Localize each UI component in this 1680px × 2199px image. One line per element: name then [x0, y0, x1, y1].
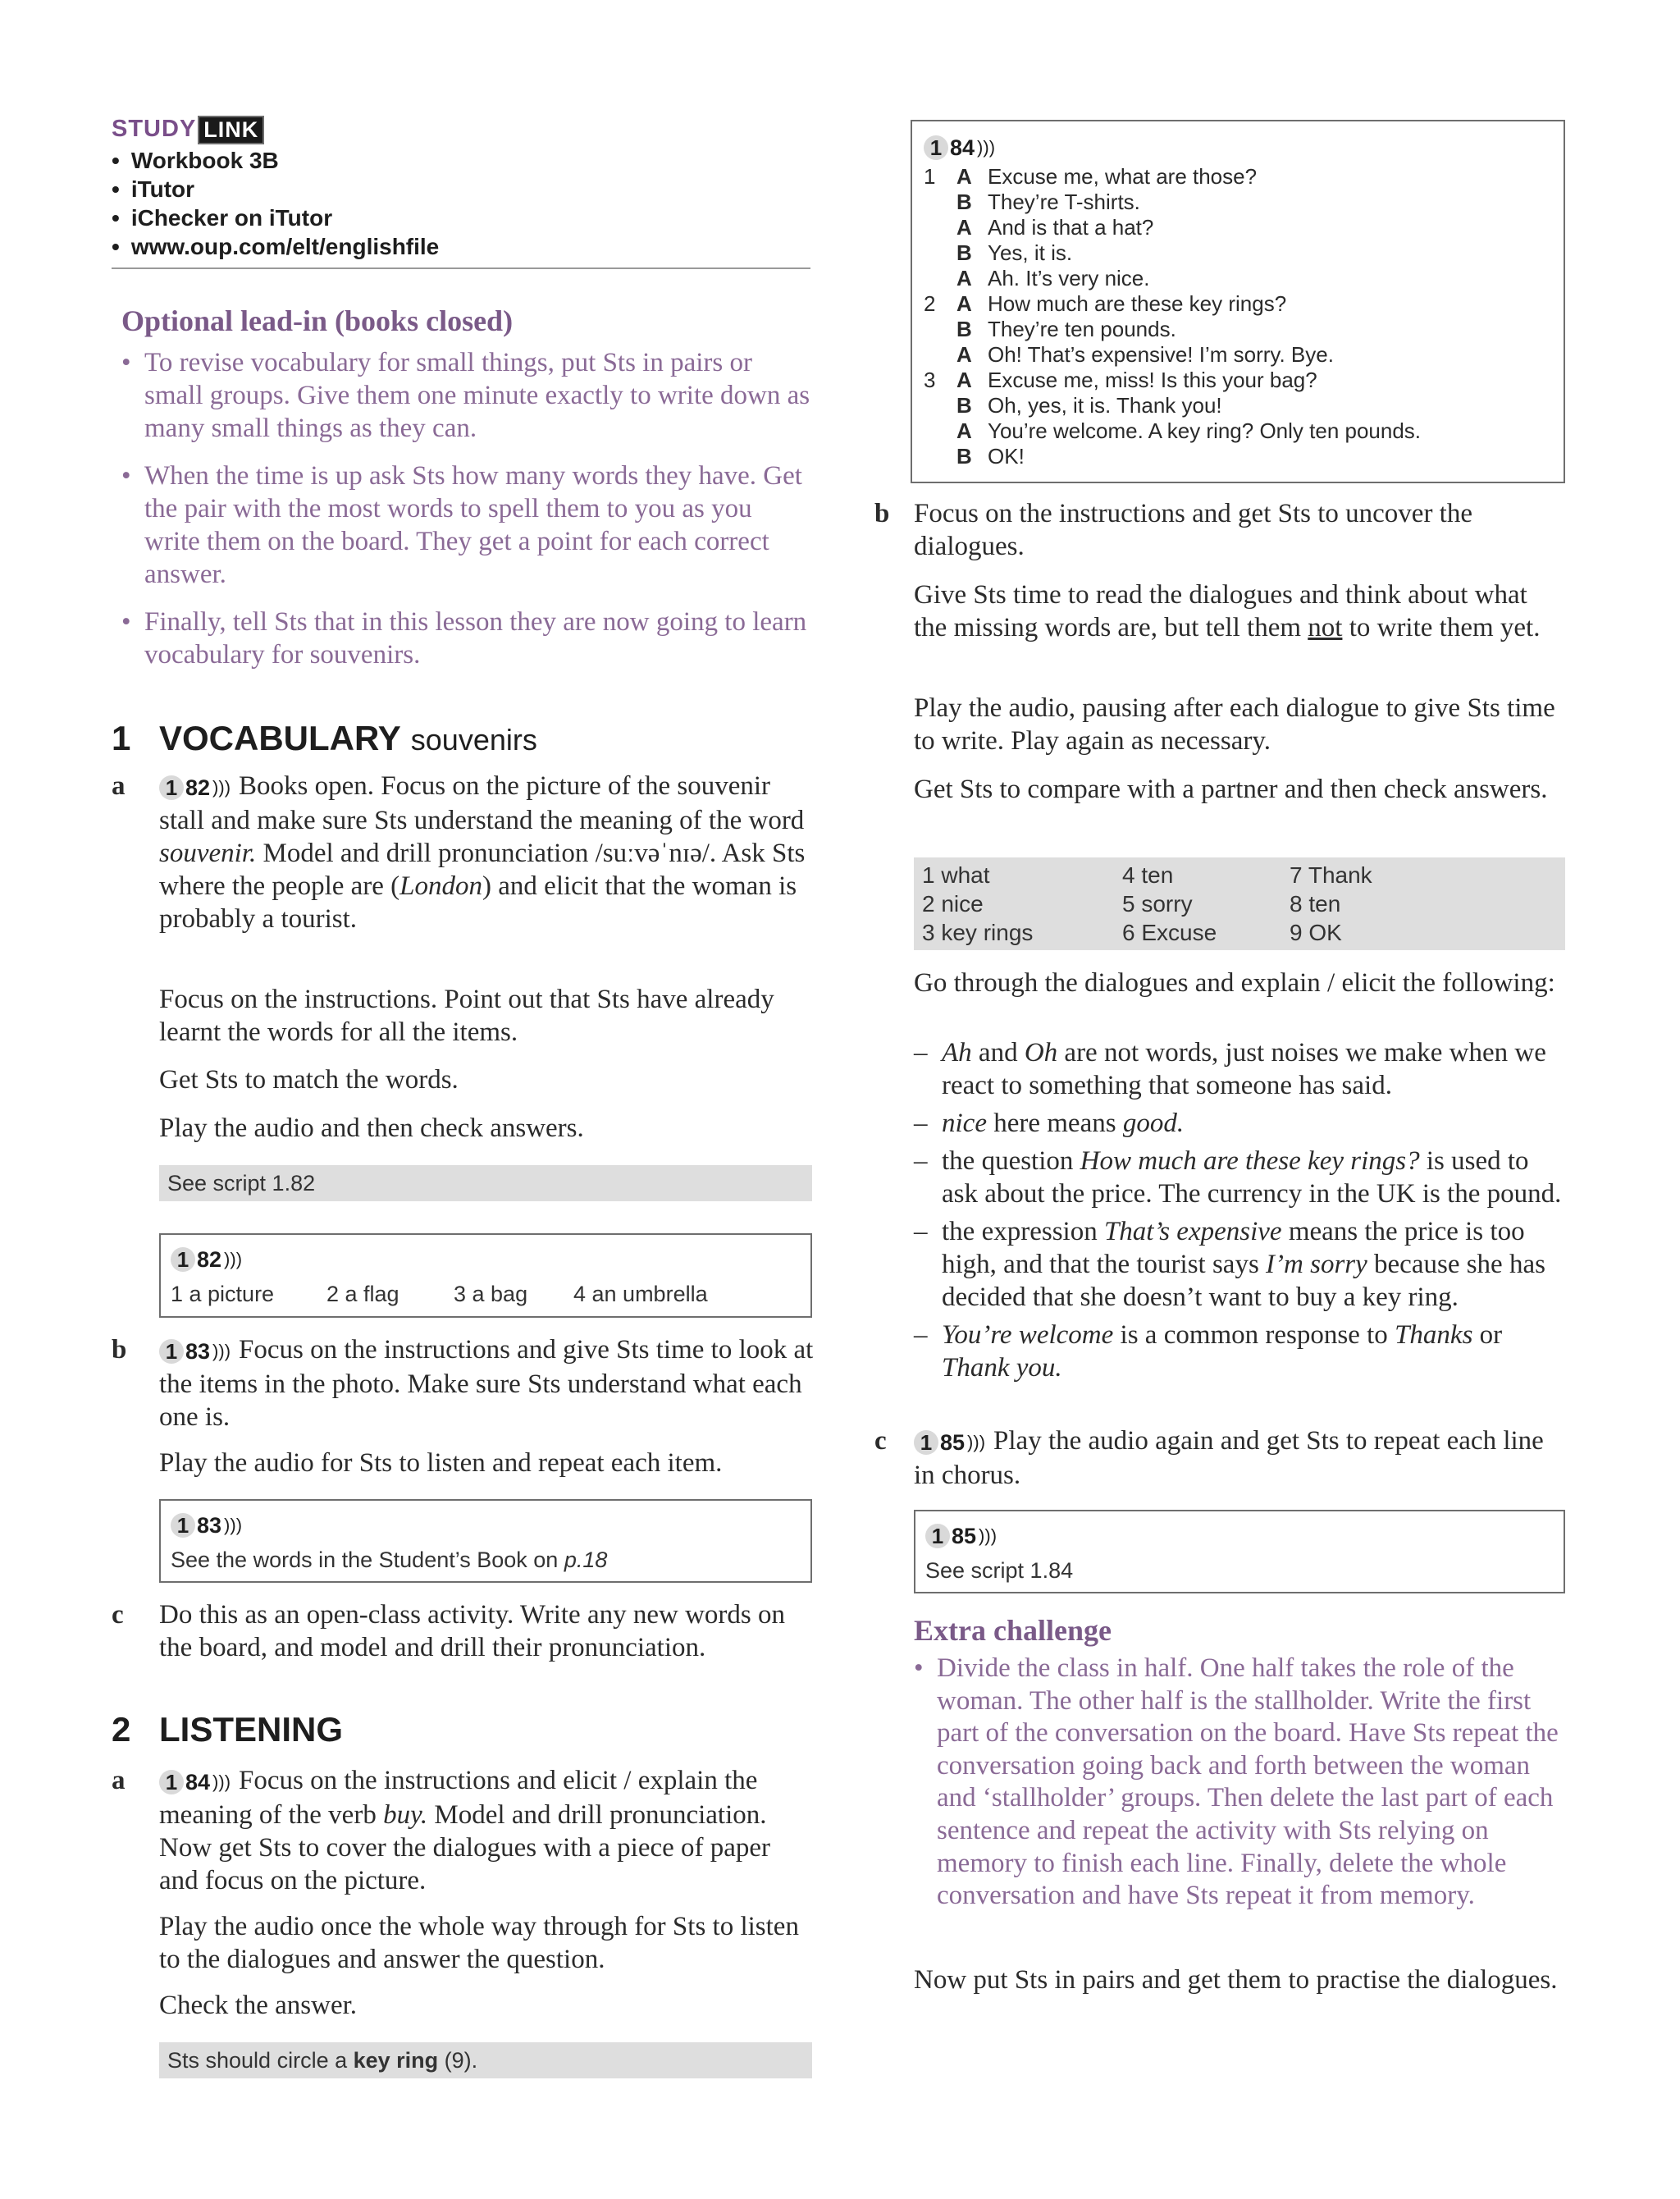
- text: Sts should circle a: [167, 2048, 354, 2073]
- divider: [112, 267, 810, 269]
- section-heading-vocabulary: [112, 719, 537, 758]
- audio-cd: 1: [171, 1513, 195, 1538]
- text: here means: [986, 1109, 1123, 1138]
- list-item: • Workbook 3B: [112, 146, 439, 175]
- dialogue-number: [924, 266, 956, 291]
- script-box-185: [914, 1510, 1565, 1593]
- section-number: 2: [112, 1710, 131, 1749]
- final-paragraph: Now put Sts in pairs and get them to practise the dialogues.: [914, 1965, 1558, 1995]
- dialogue-text: Yes, it is.: [988, 240, 1073, 265]
- dialogue-text: Excuse me, miss! Is this your bag?: [988, 368, 1317, 392]
- listening-a-p1: [112, 1764, 815, 1897]
- text: and: [971, 1038, 1025, 1067]
- right-b-p2: [914, 578, 1565, 644]
- dialogue-line: [924, 215, 1552, 240]
- audio-cd: 1: [925, 1524, 950, 1548]
- text: Give Sts time to read the dialogues and think about what the missing words are, but tell them: [914, 580, 1527, 642]
- studylink-title-b: LINK: [198, 116, 264, 144]
- item-letter: a: [112, 1766, 126, 1795]
- text: the expression: [942, 1217, 1104, 1246]
- answer-item: 5 sorry: [1122, 891, 1193, 917]
- audio-track: 84: [950, 135, 975, 160]
- text-em: Oh: [1024, 1038, 1058, 1067]
- extra-challenge: [914, 1613, 1565, 1913]
- answer-item: 1 what: [922, 862, 990, 888]
- leadin-bullet: • To revise vocabulary for small things, put Sts in pairs or small groups. Give them one minute exactly to write down as many small things as they can.: [121, 346, 810, 445]
- speaker-label: A: [956, 342, 972, 367]
- script-reference: See script 1.84: [925, 1558, 1074, 1583]
- sound-wave-icon: ))): [212, 1772, 231, 1793]
- text-em: souvenir.: [159, 839, 257, 869]
- studylink-title: [112, 116, 259, 143]
- answer-item: 6 Excuse: [1122, 920, 1217, 945]
- text-underline: not: [1308, 613, 1343, 642]
- dialogue-line: [924, 317, 1552, 342]
- item-letter: a: [112, 771, 126, 801]
- item-letter: c: [874, 1426, 887, 1456]
- list-item: • iChecker on iTutor: [112, 203, 439, 232]
- dialogue-line: [924, 190, 1552, 215]
- dialogue-line: [924, 342, 1552, 368]
- text-em: That’s expensive: [1103, 1217, 1282, 1246]
- item-letter: b: [112, 1335, 127, 1365]
- dialogue-text: Oh, yes, it is. Thank you!: [988, 393, 1222, 418]
- sound-wave-icon: ))): [212, 1341, 231, 1362]
- speaker-label: A: [956, 291, 972, 316]
- text-em: Ah: [942, 1038, 972, 1067]
- text: to write them yet.: [1342, 613, 1541, 642]
- text: Focus on the instructions and give Sts time to look at the items in the photo. Make sure Sts understand what each one is.: [159, 1335, 814, 1433]
- dialogue-number: [924, 444, 956, 469]
- sound-wave-icon: ))): [967, 1432, 986, 1453]
- text-em: London: [399, 871, 483, 902]
- text: Play the audio again and get Sts to repeat each line in chorus.: [914, 1426, 1544, 1491]
- audio-cd: 1: [171, 1247, 195, 1272]
- dialogue-text: They’re T-shirts.: [988, 190, 1140, 214]
- list-item: 2 a flag: [326, 1282, 399, 1306]
- speaker-label: B: [956, 190, 972, 214]
- text-em: good.: [1122, 1109, 1185, 1138]
- speaker-label: A: [956, 215, 972, 240]
- audio-icon: [171, 1506, 242, 1545]
- list-item: 3 a bag: [454, 1282, 528, 1306]
- list-item: 4 an umbrella: [573, 1282, 708, 1306]
- dialogue-text: OK!: [988, 444, 1025, 469]
- dialogue-number: [924, 342, 956, 368]
- right-c-p1: [874, 1424, 1565, 1492]
- text-em: Thank you.: [942, 1353, 1062, 1383]
- text-em: How much are these key rings?: [1080, 1146, 1420, 1176]
- speaker-label: A: [956, 266, 972, 290]
- speaker-label: B: [956, 393, 972, 418]
- extra-challenge-title: Extra challenge: [914, 1614, 1112, 1647]
- sound-wave-icon: ))): [212, 777, 231, 798]
- audio-icon: [159, 1766, 231, 1799]
- script-box-183: [159, 1499, 812, 1583]
- dialogue-number: [924, 215, 956, 240]
- list-item: [914, 1036, 1565, 1102]
- dialogue-line: [924, 240, 1552, 266]
- sound-wave-icon: ))): [979, 1525, 998, 1546]
- dialogue-number: [924, 393, 956, 418]
- audio-cd: 1: [914, 1430, 938, 1455]
- leadin-section: [121, 304, 810, 686]
- vocab-a-p3: Get Sts to match the words.: [159, 1065, 459, 1095]
- list-item: • iTutor: [112, 175, 439, 203]
- answer-item: 9 OK: [1290, 920, 1342, 945]
- listening-a-p2: Play the audio once the whole way through for Sts to listen to the dialogues and answer the question.: [159, 1912, 799, 1974]
- dialogue-line: [924, 164, 1552, 190]
- audio-cd: 1: [159, 1770, 184, 1794]
- audio-icon: [924, 130, 995, 166]
- leadin-title: Optional lead-in (books closed): [121, 304, 514, 337]
- text: Focus on the instructions and elicit / explain the meaning of the verb: [159, 1766, 758, 1831]
- leadin-bullet: • When the time is up ask Sts how many words they have. Get the pair with the most words to spell them to you as you write them on the board. They get a point for each correct answer.: [121, 459, 810, 591]
- text-bold: key ring: [353, 2048, 439, 2073]
- text: Model and drill pronunciation. Now get Sts to cover the dialogues with a piece of paper and focus on the picture.: [159, 1800, 771, 1896]
- text: the question: [942, 1146, 1080, 1176]
- speaker-label: A: [956, 368, 972, 392]
- speaker-label: A: [956, 418, 972, 443]
- text-em: You’re welcome: [942, 1320, 1114, 1350]
- audio-track: 82: [185, 775, 211, 801]
- list-item: [914, 1107, 1565, 1140]
- text-em: nice: [942, 1109, 987, 1138]
- text: is a common response to: [1113, 1320, 1395, 1350]
- section-title: LISTENING: [159, 1710, 344, 1749]
- studylink-title-a: STUDY: [112, 116, 197, 142]
- answer-col: [1122, 861, 1290, 947]
- audio-cd: 1: [159, 775, 184, 800]
- audio-track: 82: [197, 1246, 222, 1272]
- audio-cd: 1: [924, 135, 948, 160]
- dialogue-text: Excuse me, what are those?: [988, 164, 1258, 189]
- audio-icon: [925, 1516, 997, 1556]
- dialogue-text: And is that a hat?: [988, 215, 1154, 240]
- dialogue-number: 1: [924, 164, 936, 189]
- answer-col: [922, 861, 1122, 947]
- answer-item: 4 ten: [1122, 862, 1174, 888]
- dialogue-line: [924, 418, 1552, 444]
- answer-key-box: [914, 857, 1565, 950]
- text: because she has decided that she doesn’t want to buy a key ring.: [942, 1250, 1545, 1312]
- dialogue-number: 3: [924, 368, 936, 392]
- section-title: VOCABULARY: [159, 719, 401, 757]
- right-b-p5: Go through the dialogues and explain / elicit the following:: [914, 968, 1555, 998]
- text-em: buy.: [383, 1800, 428, 1831]
- listening-a-p3: Check the answer.: [159, 1991, 358, 2020]
- vocab-c-p1: [112, 1598, 815, 1664]
- text: (9).: [438, 2048, 478, 2073]
- vocab-a-p1: [112, 770, 815, 935]
- audio-icon: [159, 771, 231, 804]
- dialogue-line: [924, 266, 1552, 291]
- audio-cd: 1: [159, 1339, 184, 1364]
- answer-note: See script 1.82: [159, 1165, 812, 1201]
- answer-note: [159, 2042, 812, 2078]
- text: are not words, just noises we make when we react to something that someone has said.: [942, 1038, 1546, 1100]
- vocab-a-p4: Play the audio and then check answers.: [159, 1113, 584, 1143]
- sound-wave-icon: ))): [977, 136, 996, 158]
- audio-track: 83: [185, 1339, 211, 1365]
- text-em: I’m sorry: [1266, 1250, 1367, 1279]
- script-box-184: [911, 120, 1565, 483]
- item-letter: b: [874, 499, 890, 528]
- explanation-list: [914, 1036, 1565, 1389]
- text: or: [1472, 1320, 1503, 1350]
- extra-challenge-bullet: • Divide the class in half. One half takes the role of the woman. The other half is the stallholder. Write the first part of the conversation on the board. Have Sts repeat the conversation going back and forth between the woman and ‘stallholder’ groups. Then delete the last part of each sentence and repeat the activity with Sts relying on memory to finish each line. Finally, delete the whole conversation and have Sts repeat it from memory.: [914, 1653, 1565, 1913]
- text-em: p.18: [564, 1548, 608, 1572]
- audio-track: 85: [952, 1523, 977, 1548]
- leadin-bullet: • Finally, tell Sts that in this lesson they are now going to learn vocabulary for souvenirs.: [121, 606, 810, 671]
- text: Focus on the instructions and get Sts to uncover the dialogues.: [914, 499, 1472, 561]
- speaker-label: B: [956, 317, 972, 341]
- audio-icon: [159, 1335, 231, 1368]
- text: means the price is too high, and that the tourist says: [942, 1217, 1525, 1279]
- answer-item: 7 Thank: [1290, 862, 1372, 888]
- sound-wave-icon: ))): [224, 1248, 243, 1269]
- text: Model and drill pronunciation /suːvəˈnɪə/. Ask Sts where the people are (: [159, 839, 806, 902]
- dialogue-lines: [924, 164, 1552, 469]
- vocab-b-p2: Play the audio for Sts to listen and repeat each item.: [159, 1448, 723, 1478]
- right-b-p1: [874, 497, 1565, 563]
- section-subtitle: souvenirs: [410, 723, 537, 757]
- list-item: 1 a picture: [171, 1282, 275, 1306]
- sound-wave-icon: ))): [224, 1514, 243, 1535]
- speaker-label: B: [956, 444, 972, 469]
- text: See the words in the Student’s Book on: [171, 1548, 564, 1572]
- section-heading-listening: [112, 1710, 343, 1749]
- dialogue-number: [924, 317, 956, 342]
- answer-item: 8 ten: [1290, 891, 1341, 917]
- list-item: [914, 1145, 1565, 1210]
- speaker-label: A: [956, 164, 972, 189]
- dialogue-number: [924, 190, 956, 215]
- dialogue-text: They’re ten pounds.: [988, 317, 1176, 341]
- dialogue-number: [924, 240, 956, 266]
- audio-icon: [171, 1240, 242, 1279]
- dialogue-text: Oh! That’s expensive! I’m sorry. Bye.: [988, 342, 1334, 367]
- text-em: Thanks: [1395, 1320, 1473, 1350]
- dialogue-number: 2: [924, 291, 936, 316]
- dialogue-text: You’re welcome. A key ring? Only ten pounds.: [988, 418, 1422, 443]
- right-b-p3: Play the audio, pausing after each dialogue to give Sts time to write. Play again as necessary.: [914, 693, 1555, 756]
- audio-icon: [914, 1426, 985, 1459]
- audio-track: 85: [940, 1430, 966, 1456]
- audio-track: 83: [197, 1512, 222, 1538]
- speaker-label: B: [956, 240, 972, 265]
- item-letter: c: [112, 1600, 124, 1630]
- dialogue-text: How much are these key rings?: [988, 291, 1287, 316]
- text: is used to ask about the price. The currency in the UK is the pound.: [942, 1146, 1562, 1209]
- dialogue-number: [924, 418, 956, 444]
- audio-track: 84: [185, 1770, 211, 1795]
- section-number: 1: [112, 719, 131, 757]
- dialogue-line: [924, 444, 1552, 469]
- vocab-b-p1: [112, 1333, 815, 1433]
- studylink-list: [112, 146, 439, 261]
- answer-item: 3 key rings: [922, 920, 1034, 945]
- dialogue-line: [924, 393, 1552, 418]
- answer-item: 2 nice: [922, 891, 984, 917]
- list-item: [914, 1319, 1565, 1384]
- script-box-182: [159, 1233, 812, 1318]
- text: Books open. Focus on the picture of the souvenir stall and make sure Sts understand the meaning of the word: [159, 771, 805, 836]
- dialogue-line: [924, 368, 1552, 393]
- right-b-p4: Get Sts to compare with a partner and then check answers.: [914, 775, 1548, 804]
- vocab-a-p2: Focus on the instructions. Point out that Sts have already learnt the words for all the items.: [159, 985, 774, 1047]
- answer-col: [1290, 861, 1372, 947]
- list-item: • www.oup.com/elt/englishfile: [112, 232, 439, 261]
- text: Do this as an open-class activity. Write any new words on the board, and model and drill their pronunciation.: [159, 1600, 785, 1662]
- dialogue-text: Ah. It’s very nice.: [988, 266, 1150, 290]
- list-item: [914, 1215, 1565, 1314]
- dialogue-line: [924, 291, 1552, 317]
- text: ) and elicit that the woman is probably a tourist.: [159, 871, 797, 935]
